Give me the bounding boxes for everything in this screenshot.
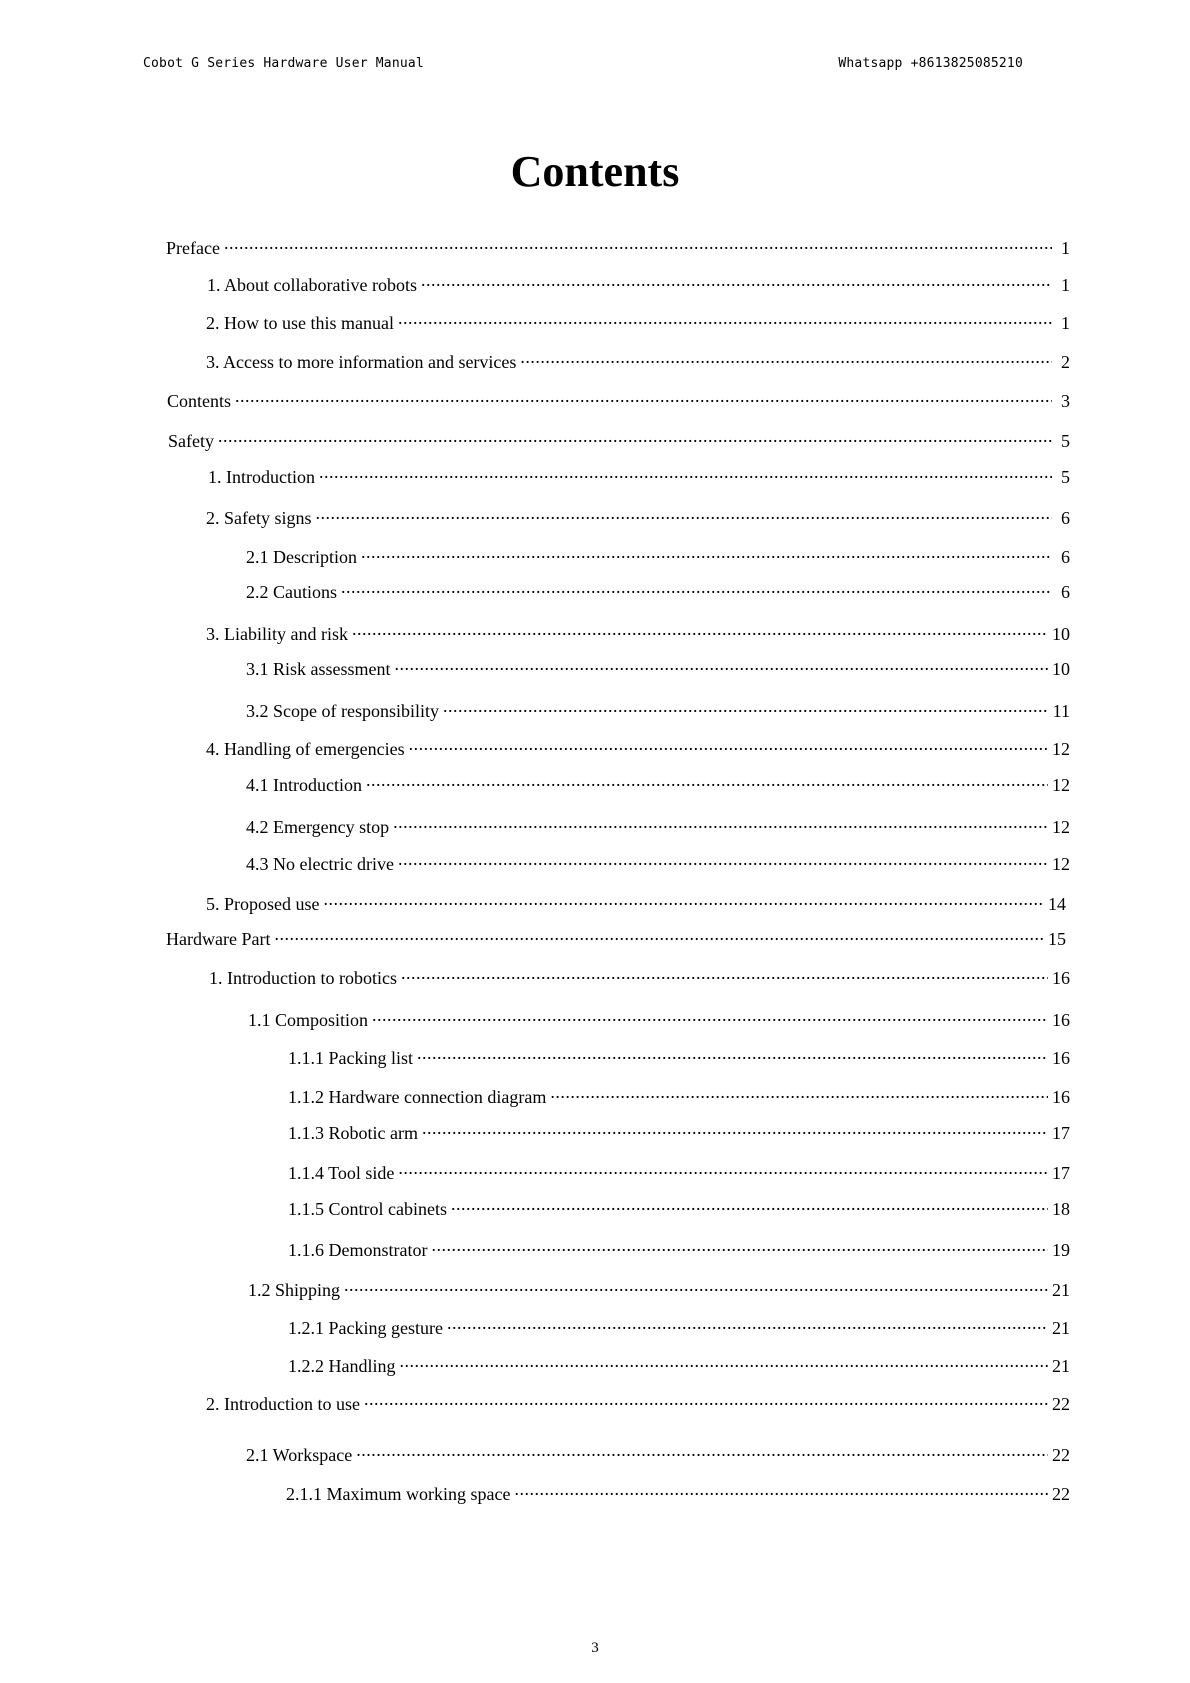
toc-entry-page-number: 10 xyxy=(1052,624,1070,644)
header-contact: Whatsapp +8613825085210 xyxy=(838,56,1023,71)
toc-entry[interactable] xyxy=(286,1482,1070,1506)
dot-leader xyxy=(235,389,1052,407)
toc-entry[interactable] xyxy=(206,737,1070,761)
running-header xyxy=(143,56,1047,76)
toc-entry-page-number: 21 xyxy=(1052,1280,1070,1300)
toc-entry-label: 1.1.3 Robotic arm xyxy=(288,1123,418,1143)
toc-entry-page-number: 11 xyxy=(1052,701,1070,721)
dot-leader xyxy=(550,1085,1048,1103)
toc-entry[interactable] xyxy=(248,1008,1070,1032)
dot-leader xyxy=(398,311,1052,329)
dot-leader xyxy=(417,1046,1048,1064)
toc-entry-page-number: 16 xyxy=(1052,1010,1070,1030)
dot-leader xyxy=(431,1238,1048,1256)
dot-leader xyxy=(421,273,1052,291)
toc-entry-label: 4.1 Introduction xyxy=(246,775,362,795)
toc-entry[interactable] xyxy=(288,1197,1070,1221)
dot-leader xyxy=(400,1354,1049,1372)
toc-entry-label: 3.2 Scope of responsibility xyxy=(246,701,439,721)
toc-entry-page-number: 17 xyxy=(1052,1123,1070,1143)
toc-entry-page-number: 21 xyxy=(1052,1356,1070,1376)
toc-entry-label: 2.2 Cautions xyxy=(246,582,338,602)
toc-entry-page-number: 15 xyxy=(1048,929,1066,949)
toc-entry-page-number: 12 xyxy=(1052,775,1070,795)
toc-entry-page-number: 2 xyxy=(1061,352,1070,372)
toc-entry-page-number: 17 xyxy=(1052,1163,1070,1183)
dot-leader xyxy=(395,657,1048,675)
toc-entry[interactable] xyxy=(246,545,1070,569)
toc-entry[interactable] xyxy=(288,1121,1070,1145)
toc-entry-label: 4.3 No electric drive xyxy=(246,854,394,874)
dot-leader xyxy=(218,429,1052,447)
toc-entry[interactable] xyxy=(246,1443,1070,1467)
toc-entry-page-number: 21 xyxy=(1052,1318,1070,1338)
toc-entry-label: 1. Introduction xyxy=(208,467,315,487)
toc-entry[interactable] xyxy=(206,311,1070,335)
toc-entry-page-number: 22 xyxy=(1052,1484,1070,1504)
dot-leader xyxy=(224,236,1052,254)
toc-entry-label: 1.2.1 Packing gesture xyxy=(288,1318,443,1338)
toc-entry-label: 3. Access to more information and services xyxy=(206,352,517,372)
toc-entry-label: 3. Liability and risk xyxy=(206,624,348,644)
toc-entry[interactable] xyxy=(209,966,1070,990)
toc-entry[interactable] xyxy=(206,622,1070,646)
toc-entry-page-number: 16 xyxy=(1052,1087,1070,1107)
dot-leader xyxy=(324,892,1045,910)
toc-entry-label: 2. How to use this manual xyxy=(206,313,394,333)
toc-entry[interactable] xyxy=(207,273,1070,297)
toc-entry-page-number: 6 xyxy=(1061,547,1070,567)
dot-leader xyxy=(341,580,1052,598)
toc-entry-label: 1.2.2 Handling xyxy=(288,1356,396,1376)
toc-entry-label: 1. About collaborative robots xyxy=(207,275,417,295)
header-document-title: Cobot G Series Hardware User Manual xyxy=(143,56,424,71)
toc-entry[interactable] xyxy=(246,815,1070,839)
dot-leader xyxy=(356,1443,1048,1461)
toc-entry-label: Preface xyxy=(166,238,220,258)
dot-leader xyxy=(451,1197,1048,1215)
dot-leader xyxy=(443,699,1049,717)
toc-entry-page-number: 16 xyxy=(1052,1048,1070,1068)
dot-leader xyxy=(422,1121,1048,1139)
dot-leader xyxy=(364,1392,1048,1410)
dot-leader xyxy=(393,815,1048,833)
toc-entry-label: 1.2 Shipping xyxy=(248,1280,341,1300)
dot-leader xyxy=(274,927,1044,945)
toc-entry[interactable] xyxy=(288,1316,1070,1340)
toc-entry[interactable] xyxy=(246,852,1070,876)
toc-entry-label: 1.1.4 Tool side xyxy=(288,1163,395,1183)
dot-leader xyxy=(361,545,1052,563)
toc-entry[interactable] xyxy=(288,1085,1070,1109)
dot-leader xyxy=(344,1278,1048,1296)
toc-entry-page-number: 3 xyxy=(1061,391,1070,411)
toc-entry[interactable] xyxy=(246,580,1070,604)
toc-entry[interactable] xyxy=(206,506,1070,530)
toc-entry[interactable] xyxy=(208,465,1070,489)
toc-entry-label: 1.1.1 Packing list xyxy=(288,1048,413,1068)
toc-entry-page-number: 22 xyxy=(1052,1394,1070,1414)
toc-entry[interactable] xyxy=(166,236,1070,260)
toc-entry-label: 2.1 Description xyxy=(246,547,357,567)
toc-entry-label: 2. Introduction to use xyxy=(206,1394,360,1414)
toc-entry-page-number: 6 xyxy=(1061,508,1070,528)
toc-entry[interactable] xyxy=(248,1278,1070,1302)
toc-entry-page-number: 19 xyxy=(1052,1240,1070,1260)
toc-entry-label: 1.1.5 Control cabinets xyxy=(288,1199,447,1219)
toc-entry-label: 1.1 Composition xyxy=(248,1010,369,1030)
toc-entry-label: 4. Handling of emergencies xyxy=(206,739,405,759)
toc-entry[interactable] xyxy=(167,389,1070,413)
toc-entry-label: 1.1.2 Hardware connection diagram xyxy=(288,1087,547,1107)
dot-leader xyxy=(352,622,1048,640)
toc-entry-page-number: 5 xyxy=(1061,467,1070,487)
dot-leader xyxy=(520,350,1052,368)
toc-entry-page-number: 1 xyxy=(1061,238,1070,258)
dot-leader xyxy=(398,1161,1048,1179)
toc-entry-label: 1.1.6 Demonstrator xyxy=(288,1240,428,1260)
toc-entry-label: 1. Introduction to robotics xyxy=(209,968,397,988)
dot-leader xyxy=(372,1008,1048,1026)
page-number: 3 xyxy=(591,1640,599,1656)
toc-entry-label: 2.1 Workspace xyxy=(246,1445,353,1465)
toc-entry-page-number: 12 xyxy=(1052,817,1070,837)
dot-leader xyxy=(316,506,1053,524)
toc-entry-page-number: 22 xyxy=(1052,1445,1070,1465)
toc-entry-label: Safety xyxy=(168,431,214,451)
toc-entry-page-number: 16 xyxy=(1052,968,1070,988)
dot-leader xyxy=(514,1482,1048,1500)
toc-entry-page-number: 14 xyxy=(1048,894,1066,914)
toc-entry[interactable] xyxy=(206,1392,1070,1416)
dot-leader xyxy=(319,465,1052,483)
toc-entry-page-number: 1 xyxy=(1061,313,1070,333)
toc-entry[interactable] xyxy=(168,429,1070,453)
toc-entry-label: 3.1 Risk assessment xyxy=(246,659,391,679)
toc-entry[interactable] xyxy=(288,1161,1070,1185)
toc-entry[interactable] xyxy=(288,1238,1070,1262)
toc-entry-page-number: 18 xyxy=(1052,1199,1070,1219)
toc-entry[interactable] xyxy=(288,1354,1070,1378)
toc-entry-label: 5. Proposed use xyxy=(206,894,320,914)
toc-entry-label: Contents xyxy=(167,391,232,411)
toc-entry-page-number: 12 xyxy=(1052,739,1070,759)
toc-entry-label: 2. Safety signs xyxy=(206,508,312,528)
toc-entry-page-number: 6 xyxy=(1061,582,1070,602)
dot-leader xyxy=(447,1316,1048,1334)
toc-entry-label: 2.1.1 Maximum working space xyxy=(286,1484,511,1504)
dot-leader xyxy=(398,852,1048,870)
toc-entry[interactable] xyxy=(246,657,1070,681)
toc-entry[interactable] xyxy=(206,350,1070,374)
toc-entry[interactable] xyxy=(166,927,1066,951)
toc-entry[interactable] xyxy=(288,1046,1070,1070)
toc-entry-page-number: 1 xyxy=(1061,275,1070,295)
page-title: Contents xyxy=(510,147,680,196)
toc-entry[interactable] xyxy=(246,773,1070,797)
dot-leader xyxy=(409,737,1048,755)
toc-entry[interactable] xyxy=(206,892,1066,916)
toc-entry-page-number: 12 xyxy=(1052,854,1070,874)
toc-entry[interactable] xyxy=(246,699,1070,723)
toc-entry-page-number: 5 xyxy=(1061,431,1070,451)
dot-leader xyxy=(401,966,1048,984)
toc-entry-label: Hardware Part xyxy=(166,929,271,949)
toc-entry-page-number: 10 xyxy=(1052,659,1070,679)
dot-leader xyxy=(366,773,1048,791)
toc-entry-label: 4.2 Emergency stop xyxy=(246,817,390,837)
